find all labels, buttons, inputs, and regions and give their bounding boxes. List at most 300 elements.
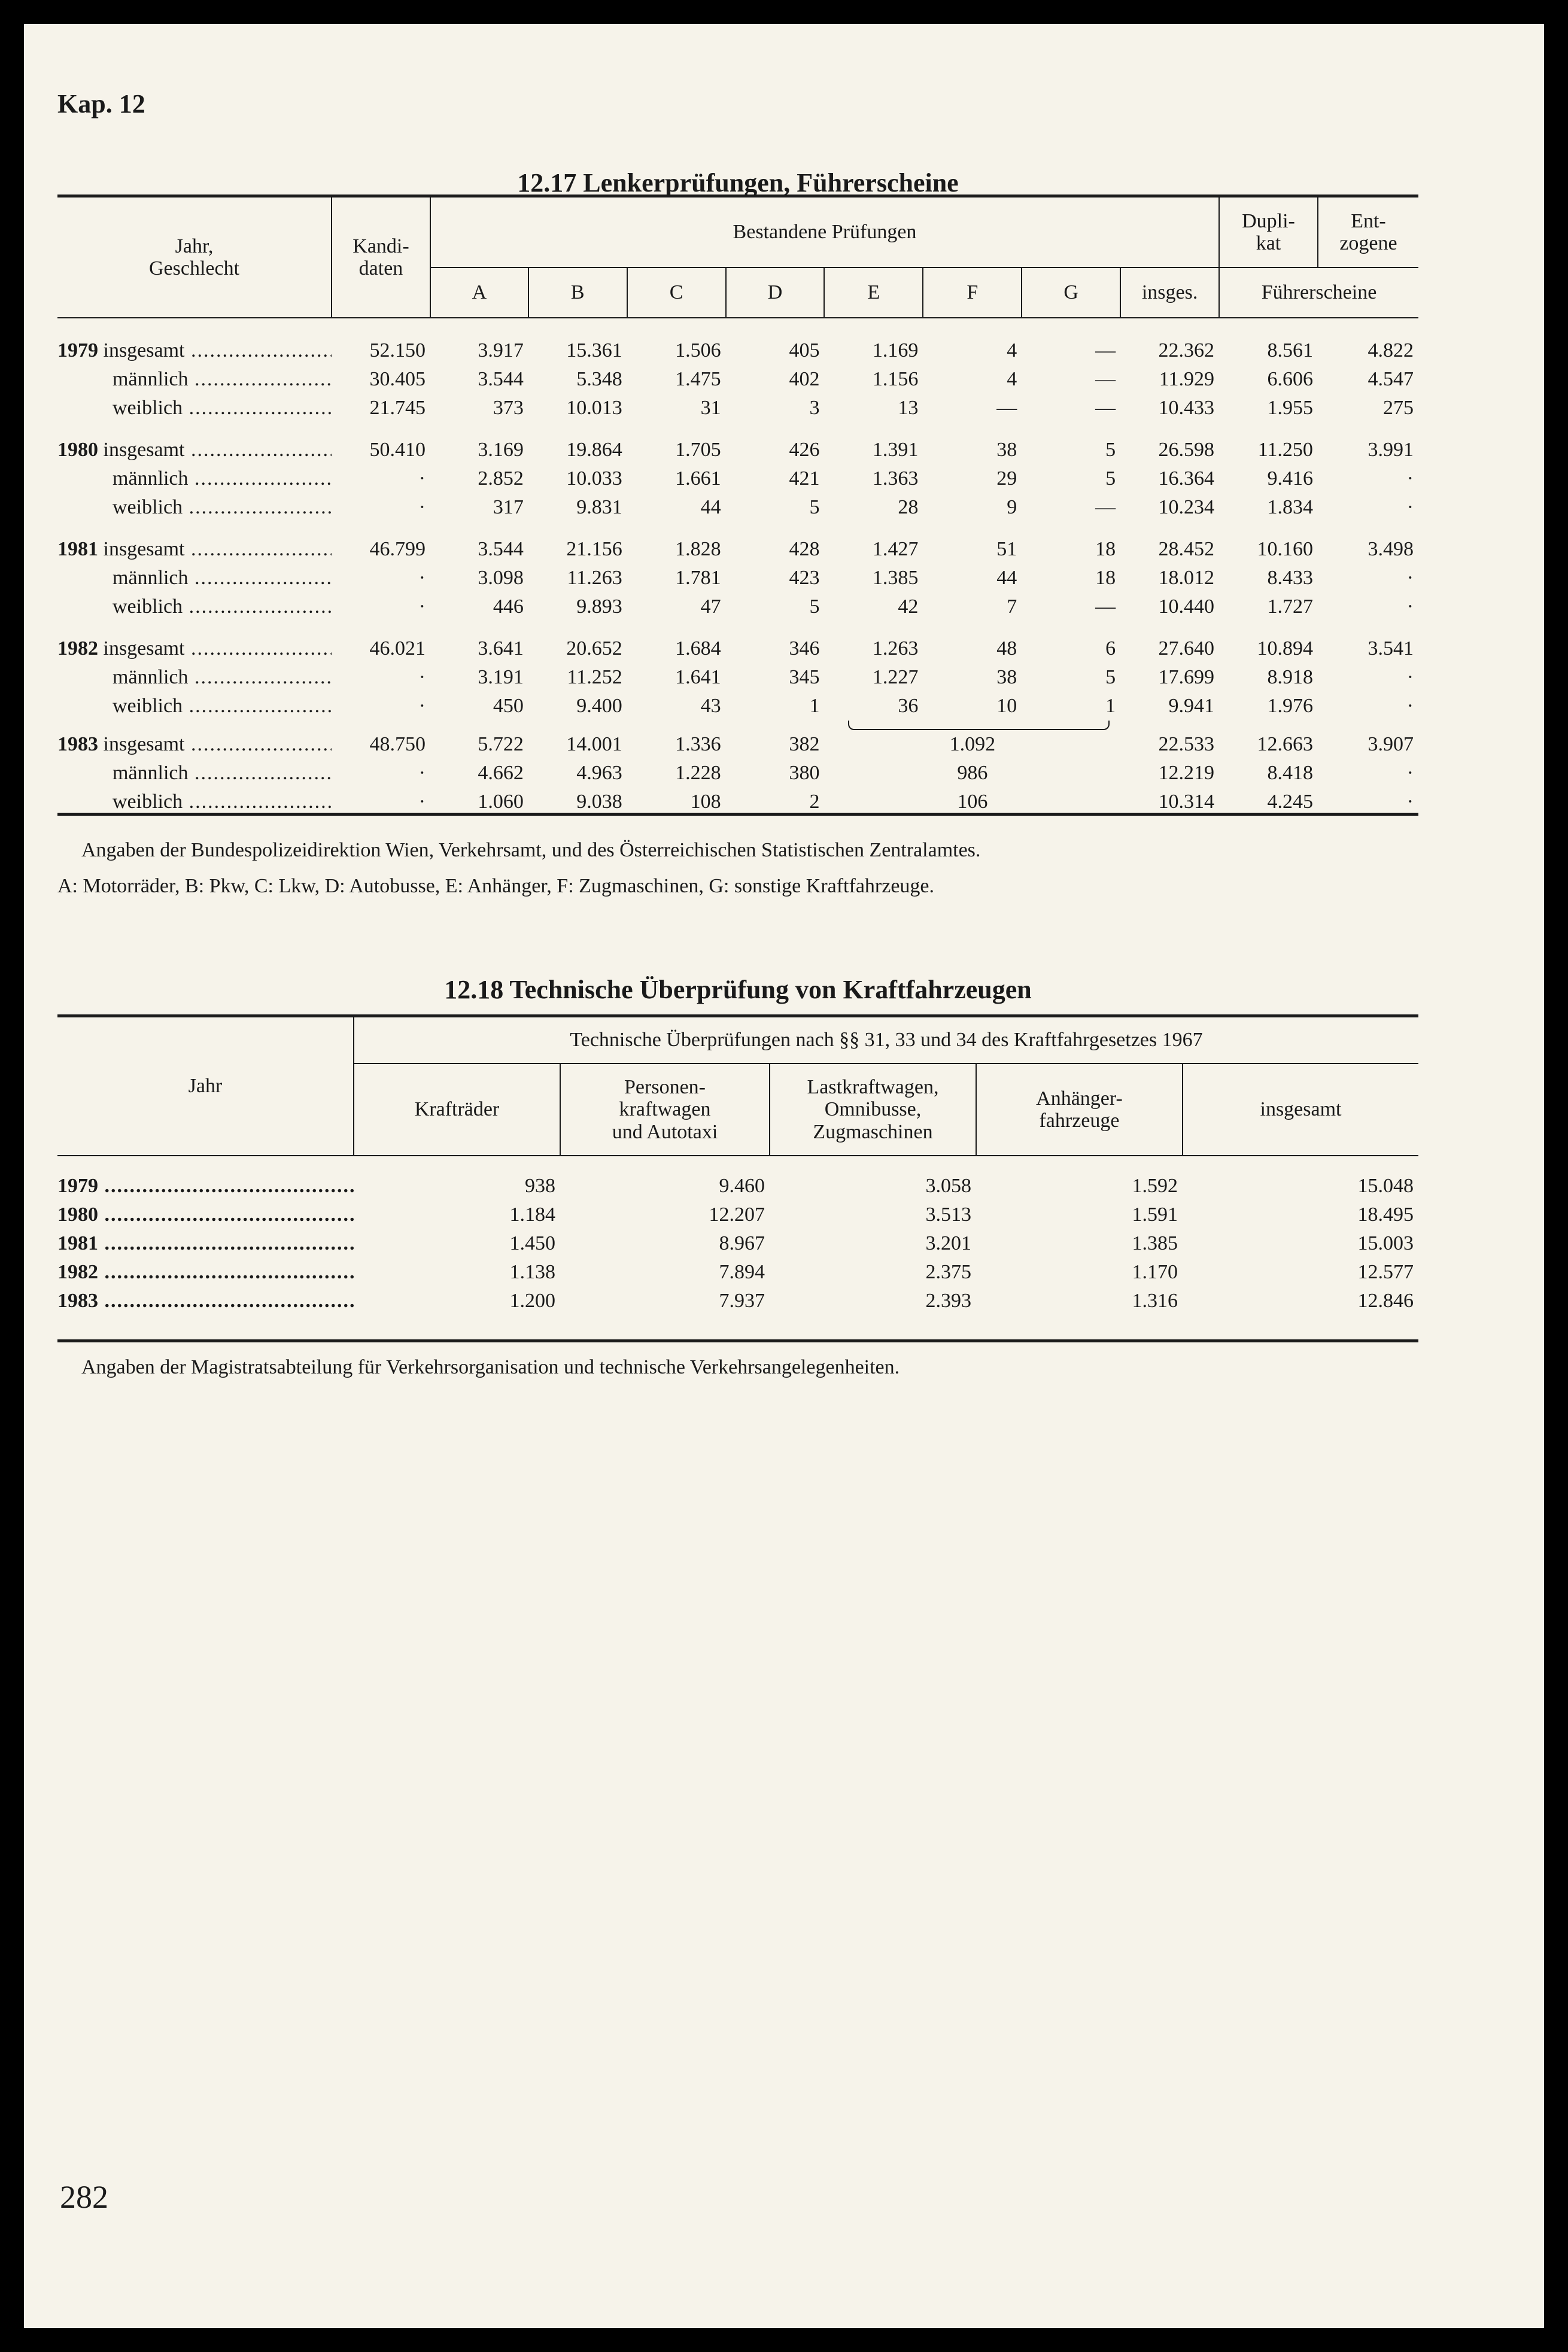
table-cell: 7 — [1007, 595, 1017, 618]
table-cell: 2 — [809, 791, 820, 813]
table-cell: 1.385 — [1132, 1232, 1178, 1254]
row-label — [57, 663, 332, 692]
table-cell: 26.598 — [1158, 439, 1215, 461]
table-cell: 9.416 — [1267, 467, 1313, 490]
table-cell: 29 — [996, 467, 1017, 490]
table-cell: 47 — [700, 595, 721, 618]
header-zogene: zogene — [1339, 232, 1397, 254]
row-category: weiblich ..... — [113, 695, 332, 717]
row-year: 1980 ..... — [57, 1204, 354, 1226]
table-cell: 44 — [700, 496, 721, 518]
header-duplikat — [1219, 196, 1318, 268]
table-cell: 345 — [789, 666, 820, 688]
table2-note-source: Angaben der Magistratsabteilung für Verkehrsorganisation und technische Verkehrsangelegenheiten. — [81, 1356, 900, 1378]
table-cell: 938 — [525, 1175, 555, 1197]
table-cell: 19.864 — [566, 439, 622, 461]
table-cell: 12.577 — [1357, 1261, 1414, 1283]
table-cell: 426 — [789, 439, 820, 461]
chapter-label: Kap. 12 — [57, 89, 145, 118]
table-cell: 10.160 — [1257, 538, 1313, 560]
table-cell-merged-efg: 986 — [957, 762, 988, 784]
table-cell: · — [1406, 467, 1414, 490]
table-cell: 1.316 — [1132, 1290, 1178, 1312]
table-cell: 2.393 — [925, 1290, 971, 1312]
table-row — [57, 692, 1418, 721]
table-cell: 21.156 — [566, 538, 622, 560]
table-cell: 5 — [1105, 467, 1116, 490]
table1-body — [57, 336, 1418, 816]
table-cell: 38 — [996, 439, 1017, 461]
table1-header — [57, 196, 1418, 337]
table-cell: 3 — [809, 397, 820, 419]
table-cell: · — [1406, 567, 1414, 589]
row-label — [57, 464, 332, 493]
table-cell: 14.001 — [566, 733, 622, 755]
table2-header — [57, 1016, 1418, 1172]
table-cell: 9 — [1007, 496, 1017, 518]
table2-title: 12.18 Technische Überprüfung von Kraftfahrzeugen — [444, 975, 1032, 1004]
header-jahr: Jahr — [57, 1016, 354, 1156]
row-label — [57, 1201, 354, 1229]
table-cell: 15.361 — [566, 339, 622, 361]
row-label — [57, 692, 332, 721]
table-cell: · — [418, 695, 426, 717]
table-cell: 20.652 — [566, 637, 622, 660]
table-row — [57, 365, 1418, 394]
row-category: weiblich ..... — [113, 496, 332, 518]
table-row — [57, 1258, 1418, 1287]
table-cell: 38 — [996, 666, 1017, 688]
table-cell: · — [418, 567, 426, 589]
row-category: weiblich ..... — [113, 397, 332, 419]
table-cell: · — [1406, 762, 1414, 784]
table-cell: 22.362 — [1158, 339, 1215, 361]
table-cell: 4 — [1007, 368, 1017, 390]
table-cell: 1.684 — [675, 637, 721, 660]
row-year: 1980 — [57, 439, 98, 461]
table-cell: 18.012 — [1158, 567, 1215, 589]
header-entzogene — [1318, 196, 1418, 268]
table-cell: 17.699 — [1158, 666, 1215, 688]
row-year: 1981 ..... — [57, 1232, 354, 1254]
table-cell: 10.314 — [1158, 791, 1215, 813]
table-row — [57, 464, 1418, 493]
table-cell: 8.433 — [1267, 567, 1313, 589]
table-cell-merged-efg: 106 — [957, 791, 988, 813]
table-cell: — — [1095, 368, 1116, 390]
table-cell: 1.336 — [675, 733, 721, 755]
table-cell: 1.727 — [1267, 595, 1313, 618]
table-cell: · — [1406, 496, 1414, 518]
table-row — [57, 564, 1418, 592]
table-cell: · — [418, 791, 426, 813]
table1 — [57, 195, 1418, 816]
table1-bottom-rule — [57, 813, 1418, 816]
table-cell: 1.705 — [675, 439, 721, 461]
table-cell: 1.228 — [675, 762, 721, 784]
table-cell: 3.917 — [478, 339, 524, 361]
header-anh-line1: Anhänger- — [1036, 1087, 1123, 1110]
table-cell: 423 — [789, 567, 820, 589]
table-cell: 4.547 — [1368, 368, 1414, 390]
row-label — [57, 564, 332, 592]
table-cell: · — [418, 595, 426, 618]
table-cell: 4.822 — [1368, 339, 1414, 361]
header-col-a: A — [430, 268, 528, 318]
table-cell: 9.831 — [576, 496, 622, 518]
table-cell: 5.722 — [478, 733, 524, 755]
table-cell: — — [1095, 496, 1116, 518]
table1-note-source: Angaben der Bundespolizeidirektion Wien, Verkehrsamt, und des Österreichischen Statistischen Zentralamtes. — [81, 839, 981, 861]
table-cell: 12.663 — [1257, 733, 1313, 755]
table2-bottom-rule — [57, 1339, 1418, 1342]
header-anh-line2: fahrzeuge — [1039, 1110, 1120, 1132]
table-cell: 11.252 — [567, 666, 622, 688]
table-cell: 1.592 — [1132, 1175, 1178, 1197]
header-insgesamt: insgesamt — [1183, 1063, 1418, 1156]
table-cell: 3.201 — [925, 1232, 971, 1254]
table-cell: 380 — [789, 762, 820, 784]
table-cell: 382 — [789, 733, 820, 755]
table-cell: 1.170 — [1132, 1261, 1178, 1283]
table-cell: 36 — [898, 695, 919, 717]
table2 — [57, 1014, 1418, 1315]
table-row — [57, 394, 1418, 423]
header-col-e: E — [824, 268, 923, 318]
table-cell: 9.893 — [576, 595, 622, 618]
row-category: weiblich ..... — [113, 791, 332, 813]
table-cell: 9.941 — [1168, 695, 1215, 717]
table-cell: 373 — [493, 397, 524, 419]
row-label — [57, 365, 332, 394]
table-cell: 6 — [1105, 637, 1116, 660]
table-cell: 22.533 — [1158, 733, 1215, 755]
table-cell: 11.263 — [567, 567, 622, 589]
table-cell: 30.405 — [369, 368, 426, 390]
table-cell: 12.207 — [709, 1204, 765, 1226]
table-cell: 1.641 — [675, 666, 721, 688]
table-cell: 3.169 — [478, 439, 524, 461]
table-cell: 4 — [1007, 339, 1017, 361]
table-row — [57, 1201, 1418, 1229]
table-cell: 8.561 — [1267, 339, 1313, 361]
row-year: 1979 ..... — [57, 1175, 354, 1197]
table-cell: 1.427 — [872, 538, 919, 560]
header-fuehrerscheine: Führerscheine — [1219, 268, 1418, 318]
table-cell: 1.475 — [675, 368, 721, 390]
table-cell: 10.894 — [1257, 637, 1313, 660]
table-cell: 9.400 — [576, 695, 622, 717]
table-cell: 10.013 — [566, 397, 622, 419]
row-label — [57, 592, 332, 621]
table-cell: 5.348 — [576, 368, 622, 390]
table-cell: 6.606 — [1267, 368, 1313, 390]
table-cell: 27.640 — [1158, 637, 1215, 660]
merge-brace — [848, 721, 1110, 730]
header-col-b: B — [528, 268, 627, 318]
table-cell: 10.433 — [1158, 397, 1215, 419]
row-category: weiblich ..... — [113, 595, 332, 618]
table-cell: 10.033 — [566, 467, 622, 490]
row-label — [57, 336, 332, 365]
header-lkw-line3: Zugmaschinen — [813, 1120, 933, 1143]
table-cell: 10 — [996, 695, 1017, 717]
table-cell: — — [996, 397, 1017, 419]
row-year: 1981 — [57, 538, 98, 560]
table-row — [57, 436, 1418, 464]
table-cell: 1.363 — [872, 467, 919, 490]
table2-body — [57, 1172, 1418, 1315]
table-cell: 1.661 — [675, 467, 721, 490]
table-cell: 402 — [789, 368, 820, 390]
table-cell: 10.234 — [1158, 496, 1215, 518]
header-technische: Technische Überprüfungen nach §§ 31, 33 und 34 des Kraftfahrgesetzes 1967 — [354, 1016, 1418, 1064]
table-cell: 8.967 — [719, 1232, 765, 1254]
table-cell: 1.263 — [872, 637, 919, 660]
table-cell: 21.745 — [369, 397, 426, 419]
table-cell: 1 — [1105, 695, 1116, 717]
table-cell: 3.541 — [1368, 637, 1414, 660]
table-cell: 1.060 — [478, 791, 524, 813]
table-cell: 3.907 — [1368, 733, 1414, 755]
table-cell: 1.450 — [509, 1232, 555, 1254]
header-lkw-line1: Lastkraftwagen, — [807, 1075, 939, 1098]
table-cell: 5 — [809, 496, 820, 518]
row-category: männlich ..... — [113, 762, 332, 784]
row-category: männlich ..... — [113, 666, 332, 688]
table-cell: 1.391 — [872, 439, 919, 461]
row-year: 1982 — [57, 637, 98, 660]
table-cell: 13 — [898, 397, 919, 419]
table-cell: 3.058 — [925, 1175, 971, 1197]
table-row — [57, 493, 1418, 522]
table-cell: 15.048 — [1357, 1175, 1414, 1197]
row-label — [57, 759, 332, 788]
table-cell: 421 — [789, 467, 820, 490]
table-row — [57, 535, 1418, 564]
table-cell: 5 — [809, 595, 820, 618]
table-row — [57, 1172, 1418, 1201]
table-cell: 450 — [493, 695, 524, 717]
table-cell: 9.038 — [576, 791, 622, 813]
table-cell: 18.495 — [1357, 1204, 1414, 1226]
table-cell: 1.781 — [675, 567, 721, 589]
table-cell: · — [1406, 666, 1414, 688]
table-cell: 8.918 — [1267, 666, 1313, 688]
table-cell: 5 — [1105, 666, 1116, 688]
table-row — [57, 634, 1418, 663]
table-cell: 12.219 — [1158, 762, 1215, 784]
table-cell: 1.506 — [675, 339, 721, 361]
document-page — [24, 24, 1544, 2328]
table-row — [57, 592, 1418, 621]
table-cell: · — [1406, 791, 1414, 813]
table-cell: 1.227 — [872, 666, 919, 688]
header-lastkraftwagen — [770, 1063, 976, 1156]
table-cell: 1 — [809, 695, 820, 717]
table-cell: 10.440 — [1158, 595, 1215, 618]
table-cell: 1.828 — [675, 538, 721, 560]
table-cell: 7.894 — [719, 1261, 765, 1283]
table-cell: · — [1406, 695, 1414, 717]
row-category: insgesamt ..... — [104, 538, 332, 560]
header-daten: daten — [358, 257, 403, 279]
row-label — [57, 788, 332, 816]
table-cell: · — [1406, 595, 1414, 618]
table-cell: 3.991 — [1368, 439, 1414, 461]
table-row — [57, 663, 1418, 692]
table-cell: 46.799 — [369, 538, 426, 560]
table-cell: 7.937 — [719, 1290, 765, 1312]
header-dupli: Dupli- — [1242, 209, 1295, 232]
table-cell: 18 — [1095, 538, 1116, 560]
table-cell: 4.963 — [576, 762, 622, 784]
table-cell: 428 — [789, 538, 820, 560]
table-cell: 346 — [789, 637, 820, 660]
table-row — [57, 759, 1418, 788]
table-cell: 11.250 — [1257, 439, 1313, 461]
table-cell: 446 — [493, 595, 524, 618]
table-cell: 3.498 — [1368, 538, 1414, 560]
table-cell: 1.834 — [1267, 496, 1313, 518]
row-label — [57, 436, 332, 464]
header-col-g: G — [1022, 268, 1120, 318]
table-cell: 405 — [789, 339, 820, 361]
table1-note-legend: A: Motorräder, B: Pkw, C: Lkw, D: Autobusse, E: Anhänger, F: Zugmaschinen, G: sonstige Kraftfahrzeuge. — [57, 875, 935, 897]
table-row — [57, 336, 1418, 365]
header-personenkraftwagen — [560, 1063, 770, 1156]
header-pkw-line3: und Autotaxi — [612, 1120, 718, 1143]
row-label — [57, 493, 332, 522]
table-cell: 48 — [996, 637, 1017, 660]
table-cell: 11.929 — [1159, 368, 1215, 390]
table-cell: 3.513 — [925, 1204, 971, 1226]
table-cell: 3.191 — [478, 666, 524, 688]
row-category: männlich ..... — [113, 467, 332, 490]
table-cell: 3.098 — [478, 567, 524, 589]
table-cell: · — [418, 467, 426, 490]
table-row — [57, 1229, 1418, 1258]
table-cell: 1.138 — [509, 1261, 555, 1283]
table-cell: 1.156 — [872, 368, 919, 390]
table-row — [57, 730, 1418, 759]
header-ent: Ent- — [1351, 209, 1386, 232]
header-jahr-geschlecht — [57, 196, 332, 318]
table-cell: 5 — [1105, 439, 1116, 461]
header-anhaenger — [976, 1063, 1183, 1156]
table-row — [57, 788, 1418, 816]
header-col-d: D — [726, 268, 825, 318]
table-cell: 50.410 — [369, 439, 426, 461]
table1-title: 12.17 Lenkerprüfungen, Führerscheine — [517, 168, 959, 197]
table-cell: 15.003 — [1357, 1232, 1414, 1254]
header-lkw-line2: Omnibusse, — [824, 1098, 922, 1121]
table-cell: 1.976 — [1267, 695, 1313, 717]
table-cell: 1.184 — [509, 1204, 555, 1226]
row-label — [57, 1287, 354, 1315]
header-pkw-line2: kraftwagen — [619, 1098, 711, 1121]
table-cell: 16.364 — [1158, 467, 1215, 490]
row-label — [57, 1172, 354, 1201]
table-cell: 52.150 — [369, 339, 426, 361]
table-cell: 4.662 — [478, 762, 524, 784]
row-label — [57, 634, 332, 663]
header-geschlecht: Geschlecht — [149, 257, 240, 279]
row-year: 1983 ..... — [57, 1290, 354, 1312]
table-cell: 1.955 — [1267, 397, 1313, 419]
table-cell: 1.385 — [872, 567, 919, 589]
table-cell: 31 — [700, 397, 721, 419]
table-cell: 28.452 — [1158, 538, 1215, 560]
table-cell: 108 — [690, 791, 721, 813]
table-cell: · — [418, 666, 426, 688]
table-cell: 3.544 — [478, 538, 524, 560]
header-col-c: C — [627, 268, 726, 318]
table-cell: — — [1095, 339, 1116, 361]
row-label — [57, 394, 332, 423]
header-col-f: F — [923, 268, 1022, 318]
table-cell: 3.544 — [478, 368, 524, 390]
table-cell: 275 — [1383, 397, 1414, 419]
row-label — [57, 730, 332, 759]
header-kandi: Kandi- — [353, 235, 409, 257]
row-category: insgesamt ..... — [104, 733, 332, 755]
header-jahr: Jahr, — [175, 235, 214, 257]
table1-grid — [57, 195, 1418, 816]
row-category: insgesamt ..... — [104, 339, 332, 361]
table-cell: 28 — [898, 496, 919, 518]
table-cell: 44 — [996, 567, 1017, 589]
table-cell: 1.591 — [1132, 1204, 1178, 1226]
table-cell: 46.021 — [369, 637, 426, 660]
table-cell: 1.169 — [872, 339, 919, 361]
table-cell: 8.418 — [1267, 762, 1313, 784]
table-cell: — — [1095, 397, 1116, 419]
table-cell: 42 — [898, 595, 919, 618]
table-cell: 4.245 — [1267, 791, 1313, 813]
table-cell: — — [1095, 595, 1116, 618]
table-cell: 12.846 — [1357, 1290, 1414, 1312]
row-category: männlich ..... — [113, 567, 332, 589]
table-cell: 9.460 — [719, 1175, 765, 1197]
header-kat: kat — [1256, 232, 1281, 254]
row-label — [57, 1258, 354, 1287]
header-kraftraeder: Krafträder — [354, 1063, 560, 1156]
page-number: 282 — [60, 2179, 108, 2215]
row-year: 1983 — [57, 733, 98, 755]
table-cell-merged-efg: 1.092 — [949, 733, 996, 755]
table-cell: 51 — [996, 538, 1017, 560]
table-cell: 2.375 — [925, 1261, 971, 1283]
table-row — [57, 1287, 1418, 1315]
header-pkw-line1: Personen- — [624, 1075, 706, 1098]
table-cell: 18 — [1095, 567, 1116, 589]
header-col-insges: insges. — [1120, 268, 1219, 318]
row-category: insgesamt ..... — [104, 637, 332, 660]
table-cell: · — [418, 496, 426, 518]
table-cell: 317 — [493, 496, 524, 518]
row-label — [57, 1229, 354, 1258]
table-cell: 3.641 — [478, 637, 524, 660]
table2-grid — [57, 1014, 1418, 1315]
row-label — [57, 535, 332, 564]
table-cell: · — [418, 762, 426, 784]
header-bestandene: Bestandene Prüfungen — [430, 196, 1219, 268]
row-year: 1979 — [57, 339, 98, 361]
table-cell: 43 — [700, 695, 721, 717]
row-category: insgesamt ..... — [104, 439, 332, 461]
header-kandidaten — [332, 196, 430, 318]
